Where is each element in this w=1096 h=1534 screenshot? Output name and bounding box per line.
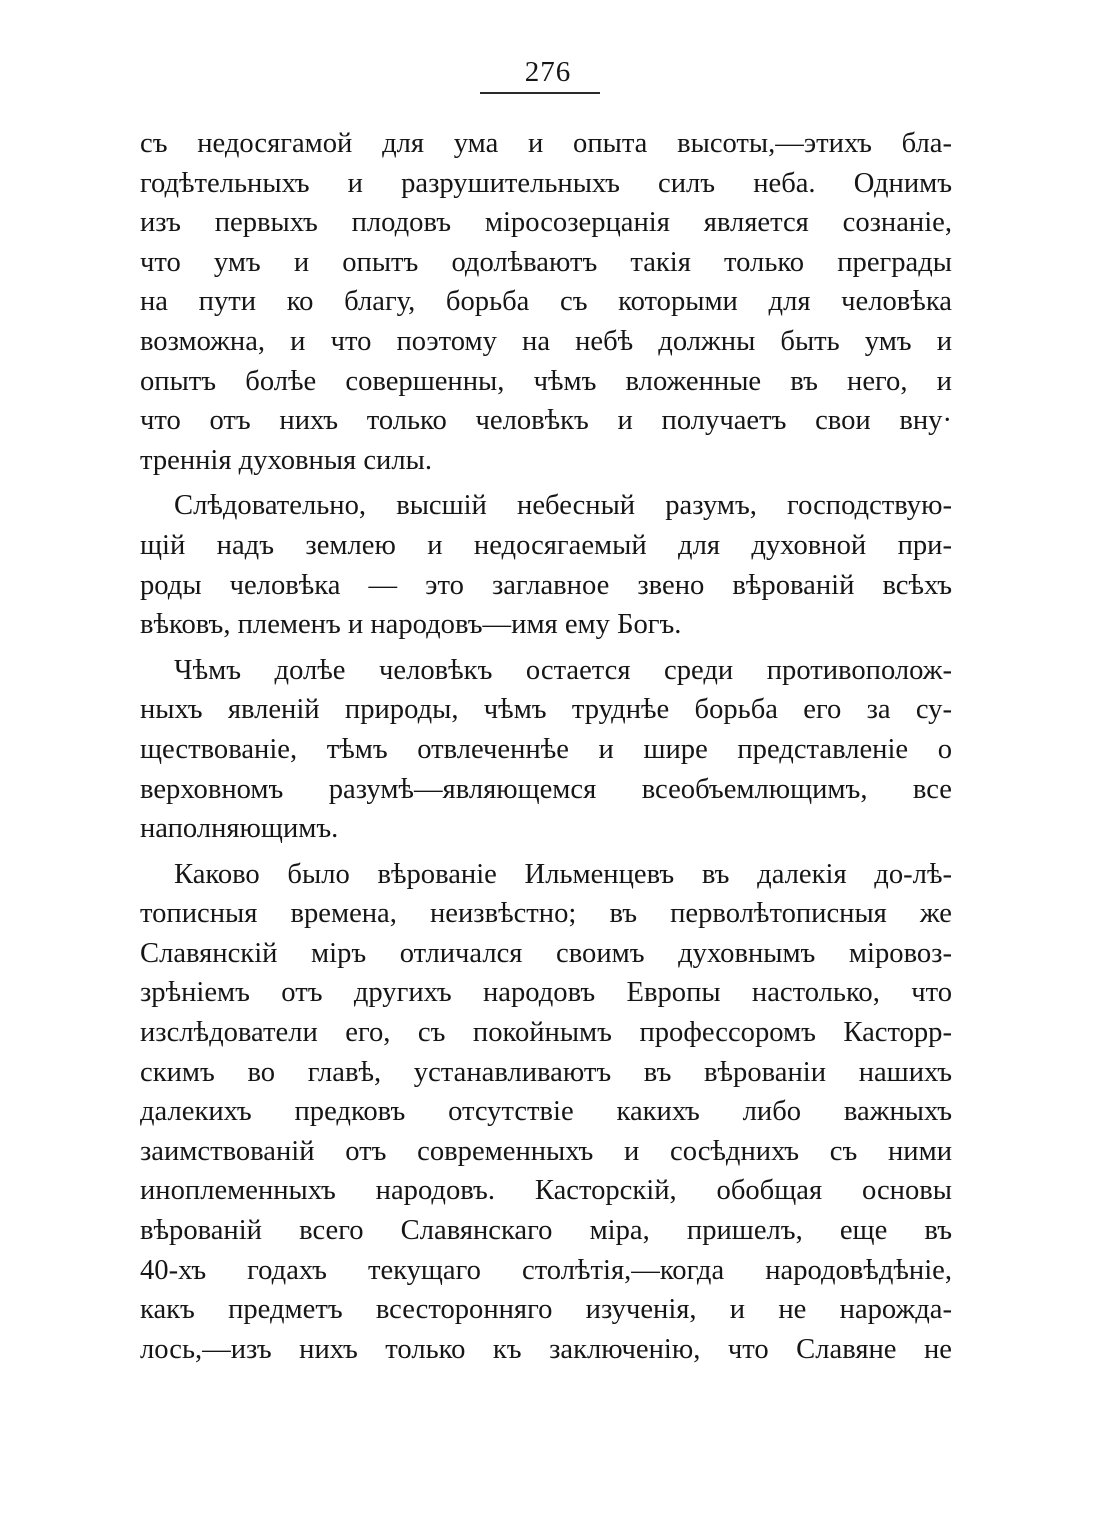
text-line: скимъ во главѣ, устанавливаютъ въ вѣрованіи нашихъ <box>140 1056 952 1088</box>
text-line: что отъ нихъ только человѣкъ и получаетъ свои вну· <box>140 405 952 437</box>
text-line: вѣрованій всего Славянскаго міра, пришелъ, еще въ <box>140 1215 952 1247</box>
text-line: Чѣмъ долѣе человѣкъ остается среди противополож- <box>174 654 952 686</box>
text-line: роды человѣка — это заглавное звено вѣрованій всѣхъ <box>140 569 952 601</box>
text-line: опытъ болѣе совершенны, чѣмъ вложенные въ него, и <box>140 365 952 397</box>
text-line: Слѣдовательно, высшій небесный разумъ, господствую- <box>174 490 952 522</box>
text-line: иноплеменныхъ народовъ. Касторскій, обобщая основы <box>140 1175 952 1207</box>
text-line: тописныя времена, неизвѣстно; въ перволѣтописныя же <box>140 898 952 930</box>
text-line: щій надъ землею и недосягаемый для духовной при- <box>140 529 952 561</box>
text-line: ныхъ явленій природы, чѣмъ труднѣе борьба его за су- <box>140 694 952 726</box>
paragraph <box>140 486 952 644</box>
text-line: далекихъ предковъ отсутствіе какихъ либо важныхъ <box>140 1096 952 1128</box>
paragraph <box>140 124 952 480</box>
text-line: ществованіе, тѣмъ отвлеченнѣе и шире представленіе о <box>140 733 952 765</box>
text-line: возможна, и что поэтому на небѣ должны быть умъ и <box>140 325 952 357</box>
text-line: какъ предметъ всесторонняго изученія, и не нарожда- <box>140 1294 952 1326</box>
text-line: вѣковъ, племенъ и народовъ—имя ему Богъ. <box>140 609 682 641</box>
text-line: заимствованій отъ современныхъ и сосѣднихъ съ ними <box>140 1135 952 1167</box>
text-line: съ недосягамой для ума и опыта высоты,—этихъ бла- <box>140 128 952 159</box>
body-text <box>140 124 952 1369</box>
text-line: годѣтельныхъ и разрушительныхъ силъ неба. Однимъ <box>140 167 952 199</box>
paragraph <box>140 855 952 1370</box>
text-line: зрѣніемъ отъ другихъ народовъ Европы настолько, что <box>140 977 952 1009</box>
text-line: верховномъ разумѣ—являющемся всеобъемлющимъ, все <box>140 773 952 805</box>
text-line: что умъ и опытъ одолѣваютъ такія только преграды <box>140 246 952 278</box>
page-number: 276 <box>524 56 572 88</box>
text-line: треннія духовныя силы. <box>140 444 432 476</box>
text-line: Каково было вѣрованіе Ильменцевъ въ далекія до-лѣ- <box>174 858 952 890</box>
text-line: лось,—изъ нихъ только къ заключенію, что Славяне не <box>140 1333 952 1365</box>
text-line: Славянскій міръ отличался своимъ духовнымъ міровоз- <box>140 937 952 969</box>
text-line: изслѣдователи его, съ покойнымъ профессоромъ Касторр- <box>140 1017 952 1049</box>
text-line: изъ первыхъ плодовъ міросозерцанія является сознаніе, <box>140 207 952 239</box>
text-line: наполняющимъ. <box>140 813 339 845</box>
text-line: 40-хъ годахъ текущаго столѣтія,—когда народовѣдѣніе, <box>140 1254 952 1286</box>
paragraph <box>140 651 952 849</box>
page-number-rule <box>480 92 600 94</box>
text-line: на пути ко благу, борьба съ которыми для человѣка <box>140 286 952 318</box>
